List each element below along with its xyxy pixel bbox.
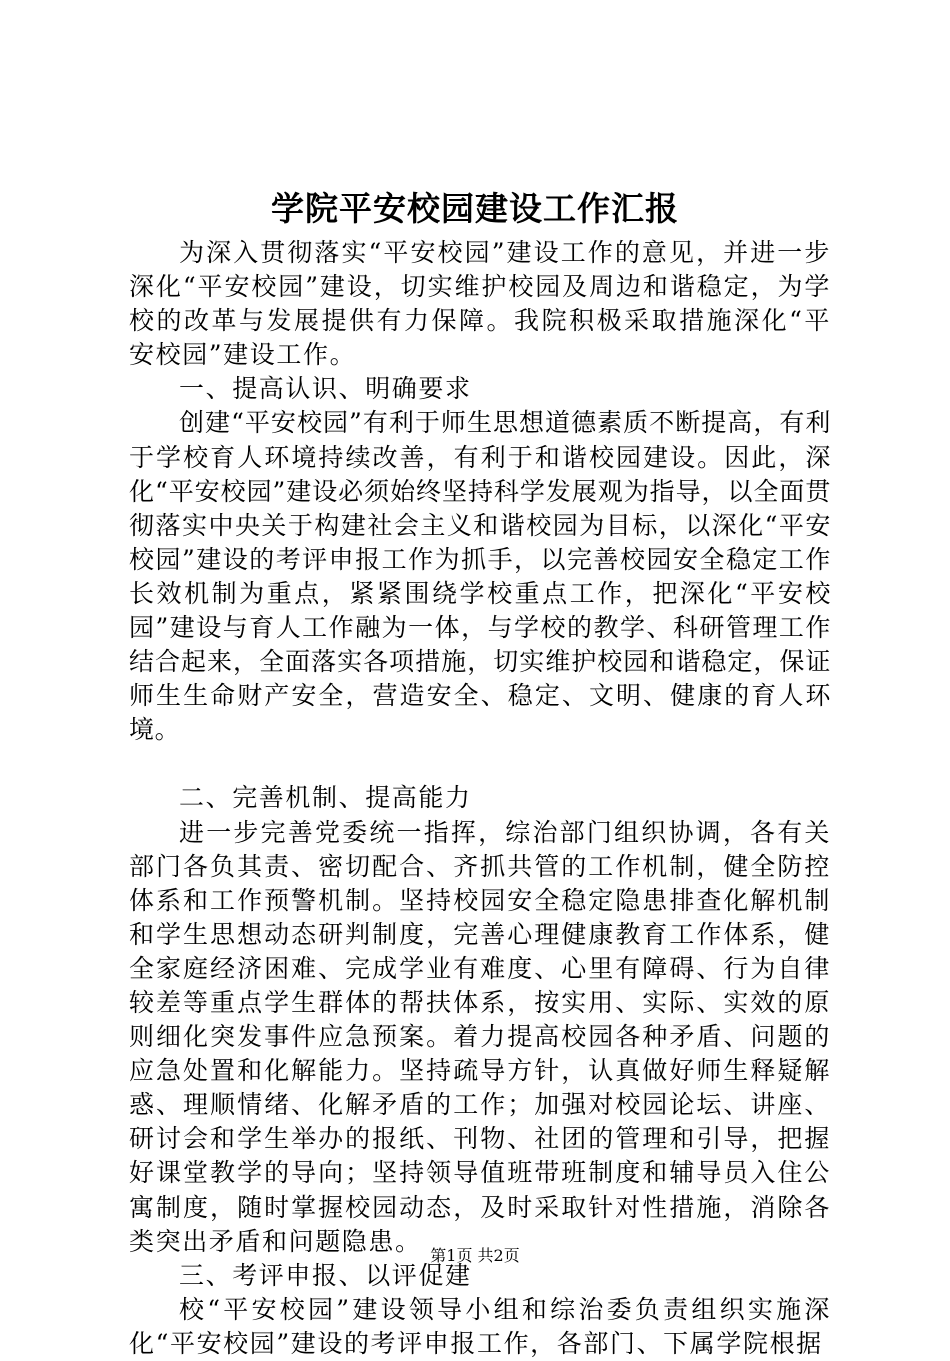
intro-paragraph: 为深入贯彻落实“平安校园”建设工作的意见，并进一步深化“平安校园”建设，切实维护校园及周边和谐稳定，为学校的改革与发展提供有力保障。我院积极采取措施深化“平安校园”建设工作。 [129, 238, 831, 370]
section-3-heading: 三、考评申报、以评促建 [179, 1260, 472, 1290]
page-number-footer: 第1页 共2页 [430, 1246, 520, 1265]
section-3-body: 校“平安校园”建设领导小组和综治委负责组织实施深化“平安校园”建设的考评申报工作，各部门、下属学院根据 [129, 1294, 831, 1358]
document-title: 学院平安校园建设工作汇报 [271, 189, 679, 228]
paragraph-spacer [129, 747, 831, 781]
section-2-heading: 二、完善机制、提高能力 [179, 783, 472, 813]
section-1-heading: 一、提高认识、明确要求 [179, 374, 472, 404]
document-body [129, 236, 831, 1361]
section-2-body: 进一步完善党委统一指挥，综治部门组织协调，各有关部门各负其责、密切配合、齐抓共管的工作机制，健全防控体系和工作预警机制。坚持校园安全稳定隐患排查化解机制和学生思想动态研判制度，完善心理健康教育工作体系，健全家庭经济困难、完成学业有难度、心里有障碍、行为自律较差等重点学生群体的帮扶体系，按实用、实际、实效的原则细化突发事件应急预案。着力提高校园各种矛盾、问题的应急处置和化解能力。坚持疏导方针，认真做好师生释疑解惑、理顺情绪、化解矛盾的工作；加强对校园论坛、讲座、研讨会和学生举办的报纸、刊物、社团的管理和引导，把握好课堂教学的导向；坚持领导值班带班制度和辅导员入住公寓制度，随时掌握校园动态，及时采取针对性措施，消除各类突出矛盾和问题隐患。 [129, 817, 831, 1256]
section-1-body: 创建“平安校园”有利于师生思想道德素质不断提高，有利于学校育人环境持续改善，有利于和谐校园建设。因此，深化“平安校园”建设必须始终坚持科学发展观为指导，以全面贯彻落实中央关于构建社会主义和谐校园为目标，以深化“平安校园”建设的考评申报工作为抓手，以完善校园安全稳定工作长效机制为重点，紧紧围绕学校重点工作，把深化“平安校园”建设与育人工作融为一体，与学校的教学、科研管理工作结合起来，全面落实各项措施，切实维护校园和谐稳定，保证师生生命财产安全，营造安全、稳定、文明、健康的育人环境。 [129, 408, 831, 745]
